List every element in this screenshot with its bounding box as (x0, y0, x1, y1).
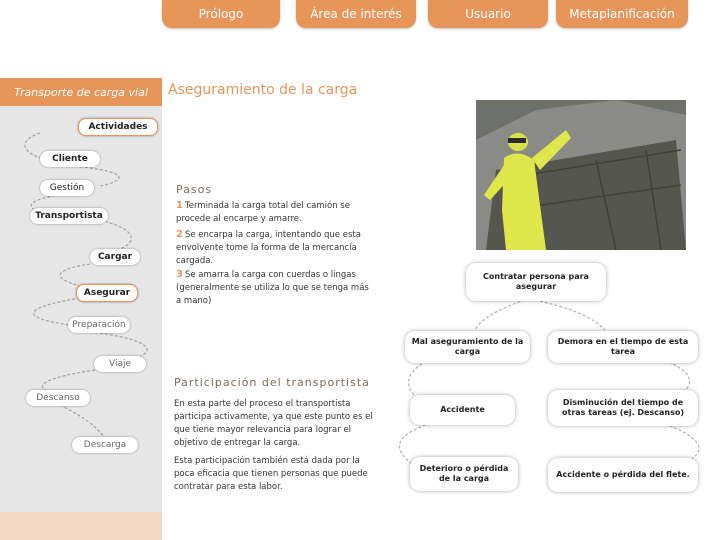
step-number: 1 (176, 200, 183, 211)
tab-label: Metaplanificación (569, 7, 675, 21)
steps-heading: Pasos (176, 183, 213, 196)
participation-paragraph-1: En esta parte del proceso el transportista participa activamente, ya que este punto es el que tiene mayor relevancia para lograr el objetivo de entregar la carga. (174, 399, 373, 448)
step-text: Se amarra la carga con cuerdas o lingas (generalmente se utiliza lo que se tenga más a mano) (176, 270, 369, 306)
diagram-node-accidente-flete (548, 458, 698, 492)
step-3 (176, 268, 371, 308)
sidebar-item-descanso[interactable] (26, 390, 90, 406)
sidebar-item-gestion[interactable] (40, 180, 94, 196)
sidebar-item-cargar[interactable] (90, 249, 140, 265)
diagram-node-text: Accidente o pérdida del flete. (556, 470, 690, 479)
tab-label: Prólogo (198, 7, 244, 21)
sidebar-item-descarga[interactable] (72, 437, 138, 453)
tab-area-de-interes[interactable] (296, 0, 416, 28)
sidebar-item-label: Actividades (88, 122, 148, 132)
step-number: 2 (176, 229, 183, 240)
diagram-root-node (466, 263, 606, 301)
diagram-node-demora (548, 331, 698, 363)
tab-prologo[interactable] (162, 0, 280, 28)
diagram-node-mal-aseguramiento (405, 331, 530, 363)
sidebar-item-actividades[interactable] (78, 118, 158, 136)
sidebar-item-transportista[interactable] (30, 208, 108, 224)
tab-label: Usuario (465, 7, 511, 21)
tab-usuario[interactable] (428, 0, 548, 28)
tab-label: Área de interés (310, 7, 402, 21)
sidebar-item-label: Descarga (83, 440, 127, 450)
diagram-node-text: Mal aseguramiento de la carga (411, 337, 524, 356)
sidebar-item-label: Gestión (49, 183, 85, 193)
sidebar-item-preparacion[interactable] (68, 317, 130, 333)
sidebar-item-viaje[interactable] (94, 356, 146, 372)
diagram-node-disminucion (548, 390, 698, 426)
diagram-node-text: Accidente (440, 405, 485, 414)
diagram-node-text: Disminución del tiempo de otras tareas (ej. Descanso) (562, 398, 684, 417)
sidebar-item-label: Asegurar (83, 288, 131, 298)
step-2 (176, 228, 371, 268)
step-text: Se encarpa la carga, intentando que esta envolvente tome la forma de la mercancía cargada. (176, 230, 361, 266)
photo-illustration (476, 100, 686, 250)
diagram-node-text: Demora en el tiempo de esta tarea (557, 337, 689, 356)
sidebar-item-asegurar[interactable] (76, 284, 138, 302)
participation-heading: Participación del transportista (174, 376, 370, 389)
sidebar-item-label: Transportista (35, 211, 103, 221)
sidebar-title-text: Transporte de carga vial (14, 85, 148, 99)
step-text: Terminada la carga total del camión se procede al encarpe y amarre. (176, 201, 350, 224)
diagram-node-accidente (410, 395, 515, 425)
tab-metaplanificacion[interactable] (556, 0, 688, 28)
diagram-node-text: Contratar persona para asegurar (483, 272, 589, 291)
sidebar-item-label: Viaje (108, 359, 131, 369)
diagram-node-deterioro (410, 457, 518, 491)
page-title: Aseguramiento de la carga (168, 82, 358, 98)
sidebar-item-label: Preparación (72, 320, 126, 330)
sidebar-item-label: Cargar (97, 252, 133, 262)
step-1 (176, 199, 361, 226)
sidebar-footer (0, 512, 162, 540)
photo-worker-securing-load (476, 100, 686, 250)
diagram-node-text: Deterioro o pérdida de la carga (419, 464, 509, 483)
sidebar-item-label: Cliente (52, 154, 88, 164)
sidebar-item-label: Descanso (36, 393, 80, 403)
step-number: 3 (176, 269, 183, 280)
participation-paragraph-2: Esta participación también está dada por la poca eficacia que tienen personas que puede contratar para esta labor. (174, 456, 368, 492)
sidebar-item-cliente[interactable] (40, 151, 100, 167)
